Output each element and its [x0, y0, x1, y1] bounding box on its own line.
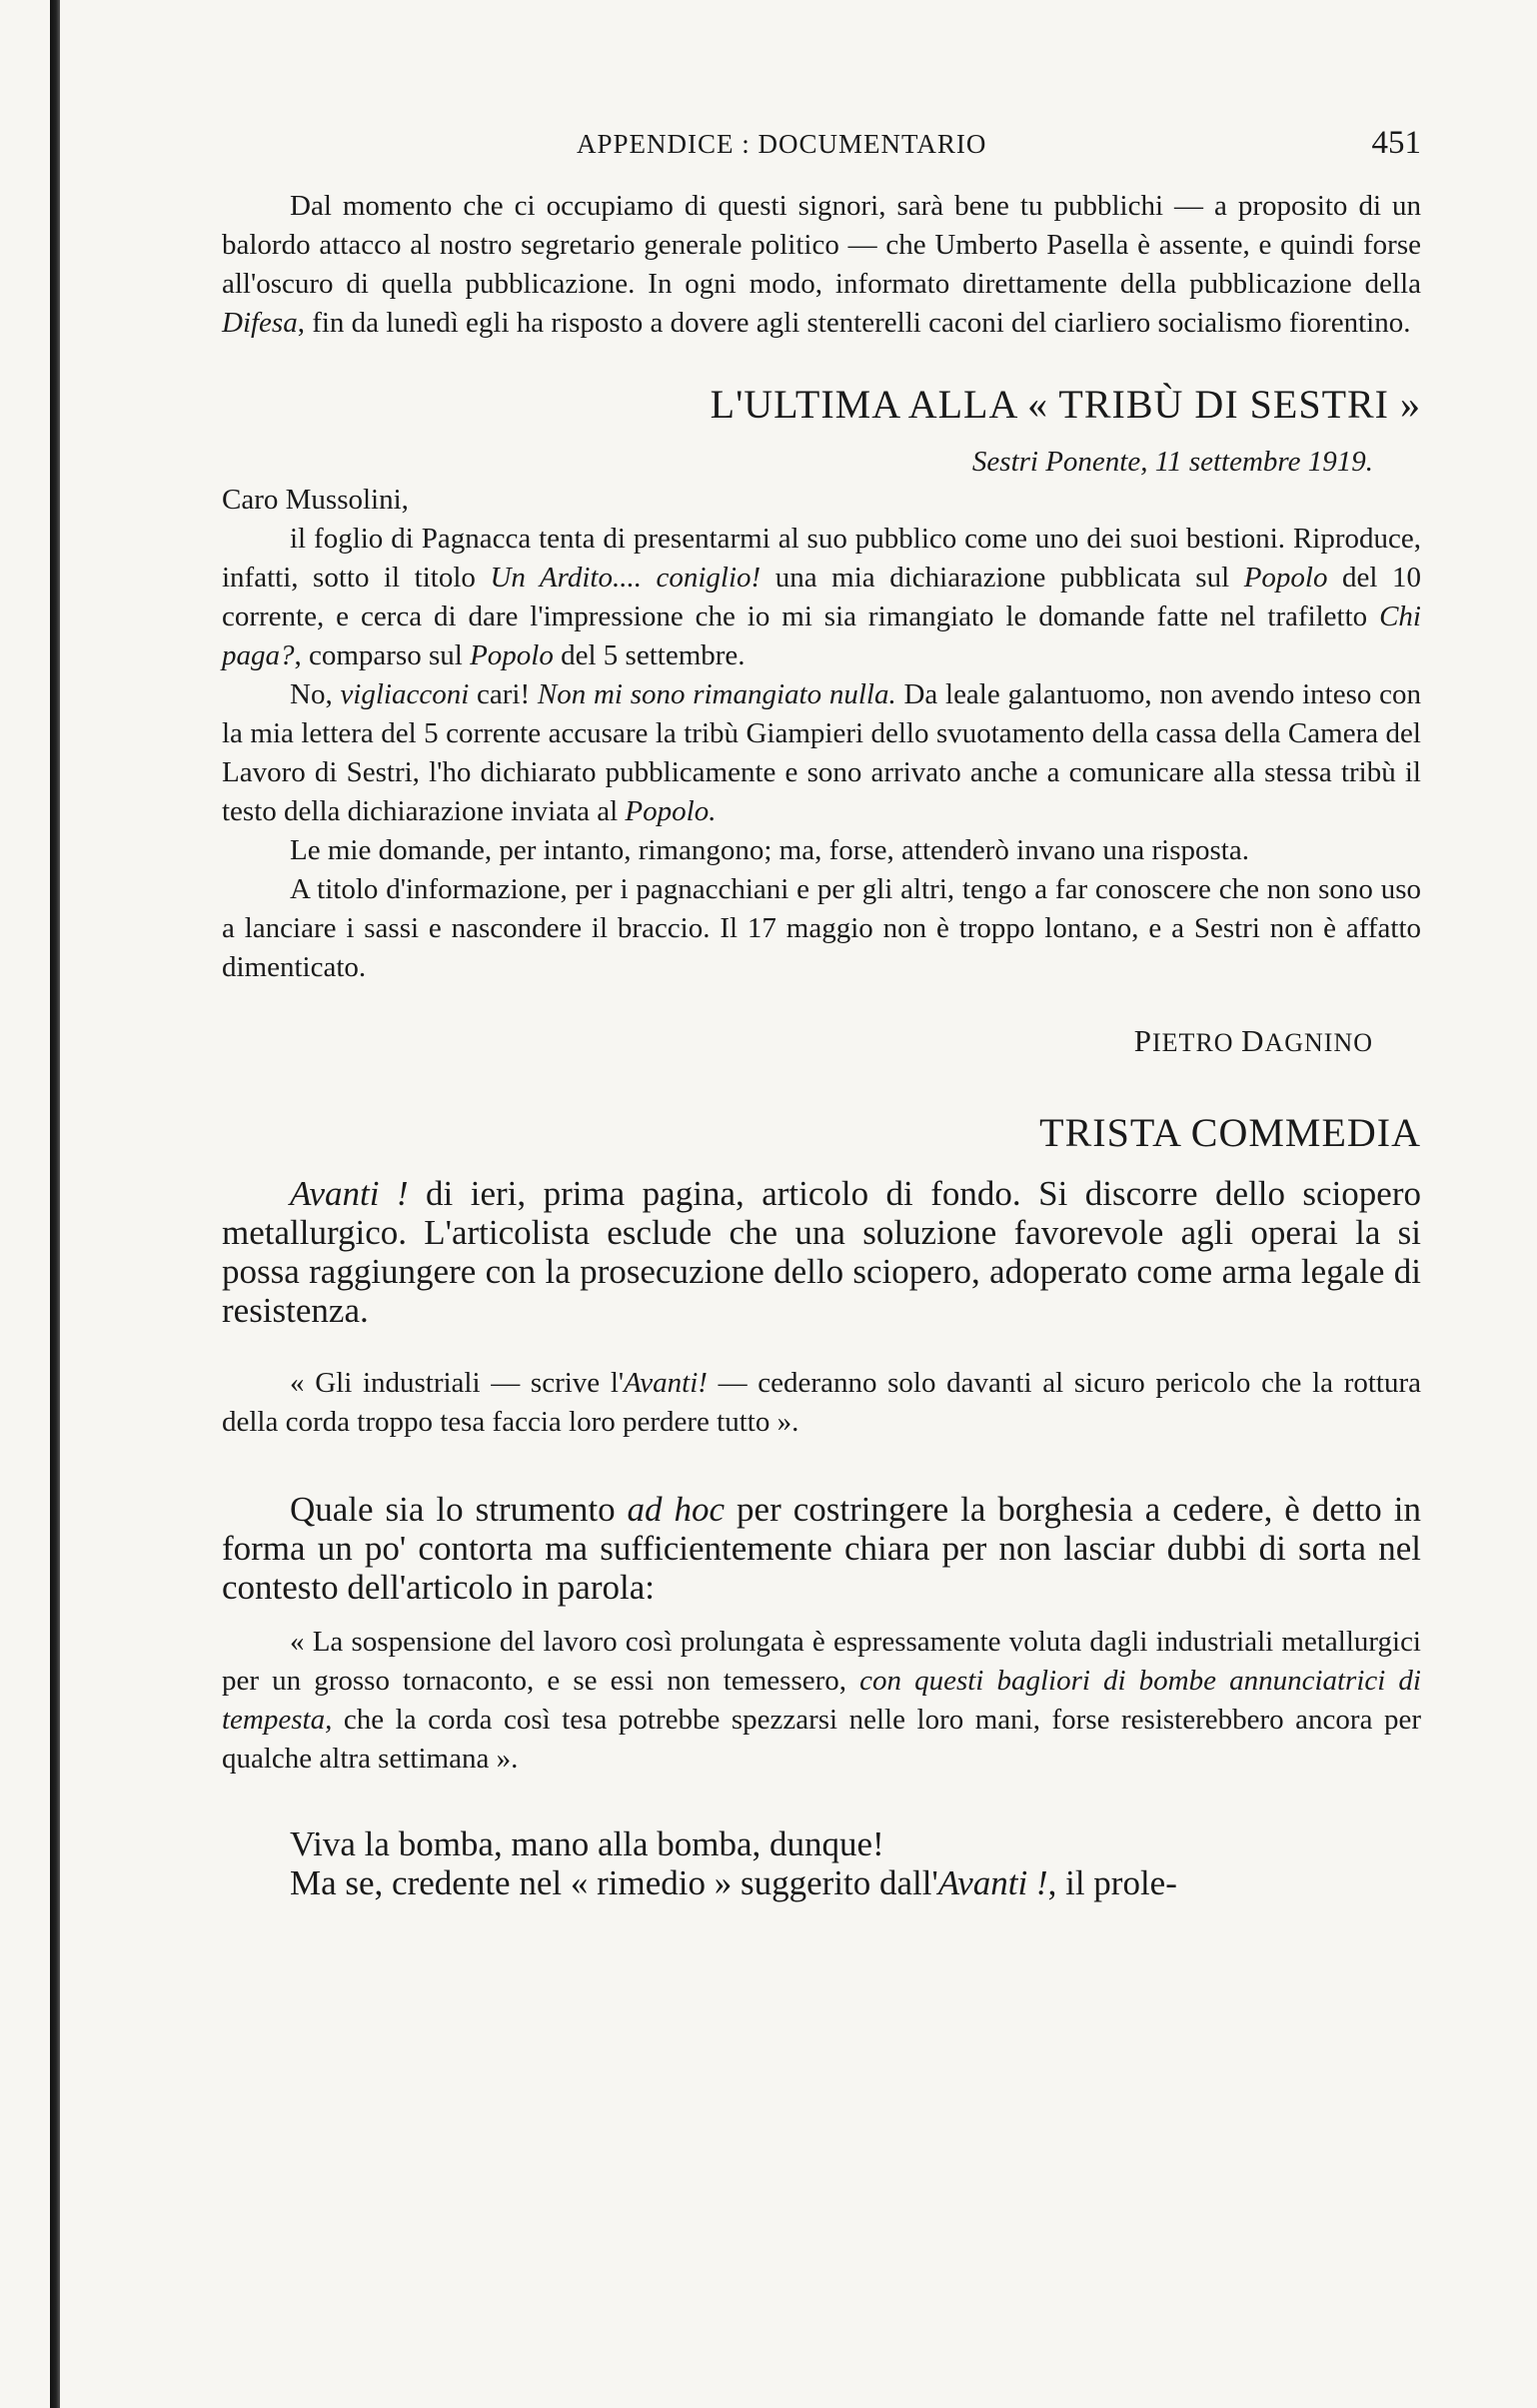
letter-p1-text-a: il foglio di Pagnacca tenta di presentarmi al suo pubblico come uno dei suoi bestioni. Riproduce, infatti, sotto il titolo	[222, 523, 1421, 594]
letter-place-date: Sestri Ponente, 11 settembre 1919.	[971, 446, 1373, 478]
letter-signature	[222, 1023, 1373, 1059]
article-p2-text-b: per costringere la borghesia a cedere, è detto in forma un po' contorta ma sufficientemente chiara per non lasciar dubbi di sorta nel contesto dell'articolo in parola:	[222, 1490, 1421, 1607]
article-p2-italic: ad hoc	[627, 1490, 726, 1529]
signature-first-initial: P	[1133, 1023, 1153, 1058]
letter-paragraph-3: Le mie domande, per intanto, rimangono; ma, forse, attenderò invano una risposta.	[290, 834, 1249, 866]
letter-p1-text-b: una mia dichiarazione pubblicata sul	[761, 562, 1244, 594]
article-q2-italic: con questi bagliori di bombe annunciatrici di tempesta,	[222, 1665, 1421, 1736]
letter-p1-italic-1: Un Ardito.... coniglio!	[490, 562, 762, 594]
article-quote-2	[222, 1623, 1421, 1779]
running-head-title: APPENDICE : DOCUMENTARIO	[577, 129, 987, 159]
letter-p1-text-d: , comparso sul	[294, 639, 471, 671]
article-p1-text: di ieri, prima pagina, articolo di fondo. Si discorre dello sciopero metallurgico. L'articolista esclude che una soluzione favorevole agli operai la si possa raggiungere con la prosecuzione dello sciopero, adoperato come arma legale di resistenza.	[222, 1174, 1421, 1330]
signature-first-rest: IETRO	[1152, 1028, 1234, 1057]
letter-p2-text-c: Da leale galantuomo, non avendo inteso con la mia lettera del 5 corrente accusare la tribù Giampieri dello svuotamento della cassa della Camera del Lavoro di Sestri, l'ho dichiarato pubblicamente e sono arrivato anche a comunicare alla stessa tribù il testo della dichiarazione inviata al	[222, 678, 1421, 827]
letter-paragraph-1	[222, 520, 1421, 675]
letter-p2-text-b: cari!	[469, 678, 538, 710]
letter-paragraph-4: A titolo d'informazione, per i pagnacchiani e per gli altri, tengo a far conoscere che non sono uso a lanciare i sassi e nascondere il braccio. Il 17 maggio non è troppo lontano, e a Sestri non è affatto dimenticato.	[222, 873, 1421, 983]
article-quote-1	[222, 1364, 1421, 1442]
book-page	[222, 125, 1421, 1902]
article-p4-text-a: Ma se, credente nel « rimedio » suggerito dall'	[290, 1863, 938, 1902]
article-q2-text-b: che la corda così tesa potrebbe spezzarsi nelle loro mani, forse resisterebbero ancora per qualche altra settimana ».	[222, 1704, 1421, 1775]
letter-p1-text-c: del 10 corrente, e cerca di dare l'impressione che io mi sia rimangiato le domande fatte nel trafiletto	[222, 562, 1421, 632]
letter-salutation: Caro Mussolini,	[222, 484, 409, 516]
article-q1-text-b: — cederanno solo davanti al sicuro pericolo che la rottura della corda troppo tesa faccia loro perdere tutto ».	[222, 1367, 1421, 1438]
intro-text-2: , fin da lunedì egli ha risposto a dovere agli stenterelli caconi del ciarliero socialismo fiorentino.	[297, 307, 1411, 339]
article-paragraph-4	[222, 1863, 1421, 1902]
letter-p2-italic-2: Non mi sono rimangiato nulla.	[537, 678, 896, 710]
letter-heading: L'ULTIMA ALLA « TRIBÙ DI SESTRI »	[710, 382, 1421, 427]
article-q1-text-a: « Gli industriali — scrive l'	[290, 1367, 625, 1399]
letter-p1-italic-2: Popolo	[1243, 562, 1328, 594]
article-paragraph-1	[222, 1174, 1421, 1330]
article-p1-italic-avanti: Avanti !	[290, 1174, 409, 1213]
page-number: 451	[1371, 125, 1421, 161]
letter-p1-text-e: del 5 settembre.	[553, 639, 746, 671]
article-q2-text-a: « La sospensione del lavoro così prolungata è espressamente voluta dagli industriali metallurgici per un grosso tornaconto, e se essi non temessero,	[222, 1626, 1421, 1697]
signature-last-rest: AGNINO	[1264, 1028, 1373, 1057]
article-p4-italic: Avanti !	[937, 1863, 1048, 1902]
intro-text-1: Dal momento che ci occupiamo di questi signori, sarà bene tu pubblichi — a proposito di un balordo attacco al nostro segretario generale politico — che Umberto Pasella è assente, e quindi forse all'oscuro di quella pubblicazione. In ogni modo, informato direttamente della pubblicazione della	[222, 190, 1421, 300]
intro-paragraph	[222, 187, 1421, 343]
letter-paragraph-2	[222, 675, 1421, 831]
signature-last-initial: D	[1241, 1023, 1265, 1058]
page-binding-edge	[50, 0, 60, 2408]
article-p2-text-a: Quale sia lo strumento	[290, 1490, 628, 1529]
intro-italic-difesa: Difesa	[222, 307, 298, 339]
letter-p1-italic-3: Chi paga?	[222, 601, 1421, 671]
article-paragraph-2	[222, 1490, 1421, 1607]
letter-p2-text-a: No,	[290, 678, 341, 710]
article-q1-italic: Avanti!	[624, 1367, 708, 1399]
article-heading: TRISTA COMMEDIA	[1039, 1110, 1421, 1155]
article-paragraph-3: Viva la bomba, mano alla bomba, dunque!	[290, 1824, 884, 1863]
letter-p2-italic-1: vigliacconi	[340, 678, 470, 710]
letter-p2-italic-3: Popolo.	[625, 795, 717, 827]
running-head	[222, 125, 1421, 177]
article-p4-text-b: , il prole-	[1047, 1863, 1177, 1902]
letter-p1-italic-4: Popolo	[470, 639, 554, 671]
